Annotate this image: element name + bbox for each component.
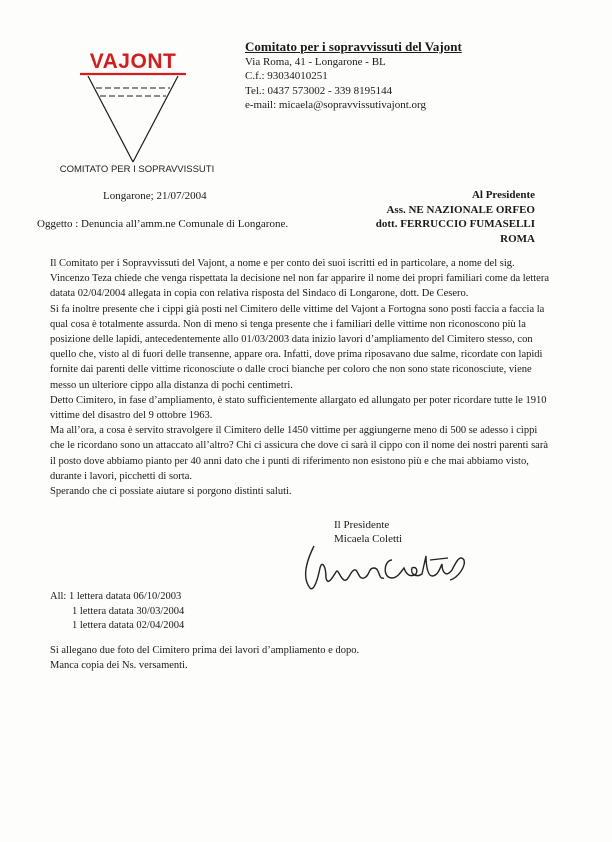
photos-note: Si allegano due foto del Cimitero prima dei lavori d’ampliamento e dopo. (50, 645, 360, 656)
signer-title: Il Presidente (334, 519, 390, 531)
logo-wordmark: VAJONT (89, 50, 177, 73)
logo-caption: COMITATO PER I SOPRAVVISSUTI (59, 164, 215, 175)
body-paragraph: Ma all’ora, a cosa è servito stravolgere il Cimitero delle 1450 vittime per aggiungerne meno di 500 se adesso i cippi che le ricordano sono un attaccato all’altro? Chi ci assicura che dove ci sarà il cippo con il nome dei nostri parenti sarà il posto dove abbiamo pianto per 40 anni dato che i punti di riferimento non esistono più e che mai abbiamo visto, durante i lavori, picchetti di sorta. (50, 425, 548, 482)
subject-line: Oggetto : Denuncia all’amm.ne Comunale di Longarone. (37, 218, 289, 230)
recipient-name: dott. FERRUCCIO FUMASELLI (375, 218, 535, 230)
recipient-block (330, 188, 535, 246)
payments-note: Manca copia dei Ns. versamenti. (50, 659, 188, 671)
signer-name: Micaela Coletti (334, 533, 403, 545)
attachment-item: 1 lettera datata 30/03/2004 (72, 605, 185, 617)
organization-phone: Tel.: 0437 573002 - 339 8195144 (245, 84, 393, 97)
letter-body (50, 256, 550, 499)
body-paragraph: Sperando che ci possiate aiutare si porgono distinti saluti. (50, 486, 292, 498)
body-paragraph: Detto Cimitero, in fase d’ampliamento, è stato sufficientemente allargato ed allungato per poter ricordare tutte le 1910 vittime del disastro del 9 ottobre 1963. (50, 394, 547, 422)
organization-address: Via Roma, 41 - Longarone - BL (245, 55, 386, 68)
closing-notes (50, 644, 359, 673)
recipient-association: Ass. NE NAZIONALE ORFEO (386, 203, 535, 216)
attachment-item: All: 1 lettera datata 06/10/2003 (50, 591, 182, 602)
attachment-item: 1 lettera datata 02/04/2004 (72, 620, 185, 632)
recipient-title: Al Presidente (471, 189, 535, 201)
handwritten-signature-icon (292, 538, 472, 594)
organization-tax-code: C.f.: 93034010251 (245, 70, 328, 83)
place-date: Longarone; 21/07/2004 (103, 190, 207, 202)
logo-triangle-icon (78, 72, 188, 166)
organization-name: Comitato per i sopravvissuti del Vajont (245, 39, 462, 54)
body-paragraph: Si fa inoltre presente che i cippi già posti nel Cimitero delle vittime del Vajont a Fortogna sono posti faccia a faccia la qual cosa è totalmente assurda. Non di meno si tenga presente che i familiari delle vittime non riconoscono più la posizione delle lapidi, antecedentemente allo 01/03/2003 data inizio lavori d’ampliamento del Cimitero stesso, con quello che, visto al di fuori delle transenne, appare ora. Infatti, dove prima riposavano due salme, ricordate con lapidi fornite dai parenti delle vittime riconosciute o dalle croci bianche per coloro che non sono state riconosciute, viene messo un ulteriore cippo alla distanza di pochi centimetri. (50, 303, 545, 391)
recipient-city: ROMA (500, 232, 535, 245)
organization-email: e-mail: micaela@sopravvissutivajont.org (245, 99, 426, 112)
body-paragraph: Il Comitato per i Sopravvissuti del Vajont, a nome e per conto dei suoi iscritti ed in particolare, a nome del sig. Vincenzo Teza chiede che venga rispettata la decisione nel non far apparire il nome dei propri familiari come da lettera datata 02/04/2004 allegata in copia con relativa risposta del Sindaco di Longarone, dott. De Cesero. (50, 258, 550, 300)
organization-header (245, 40, 462, 113)
attachments-list (50, 590, 184, 634)
